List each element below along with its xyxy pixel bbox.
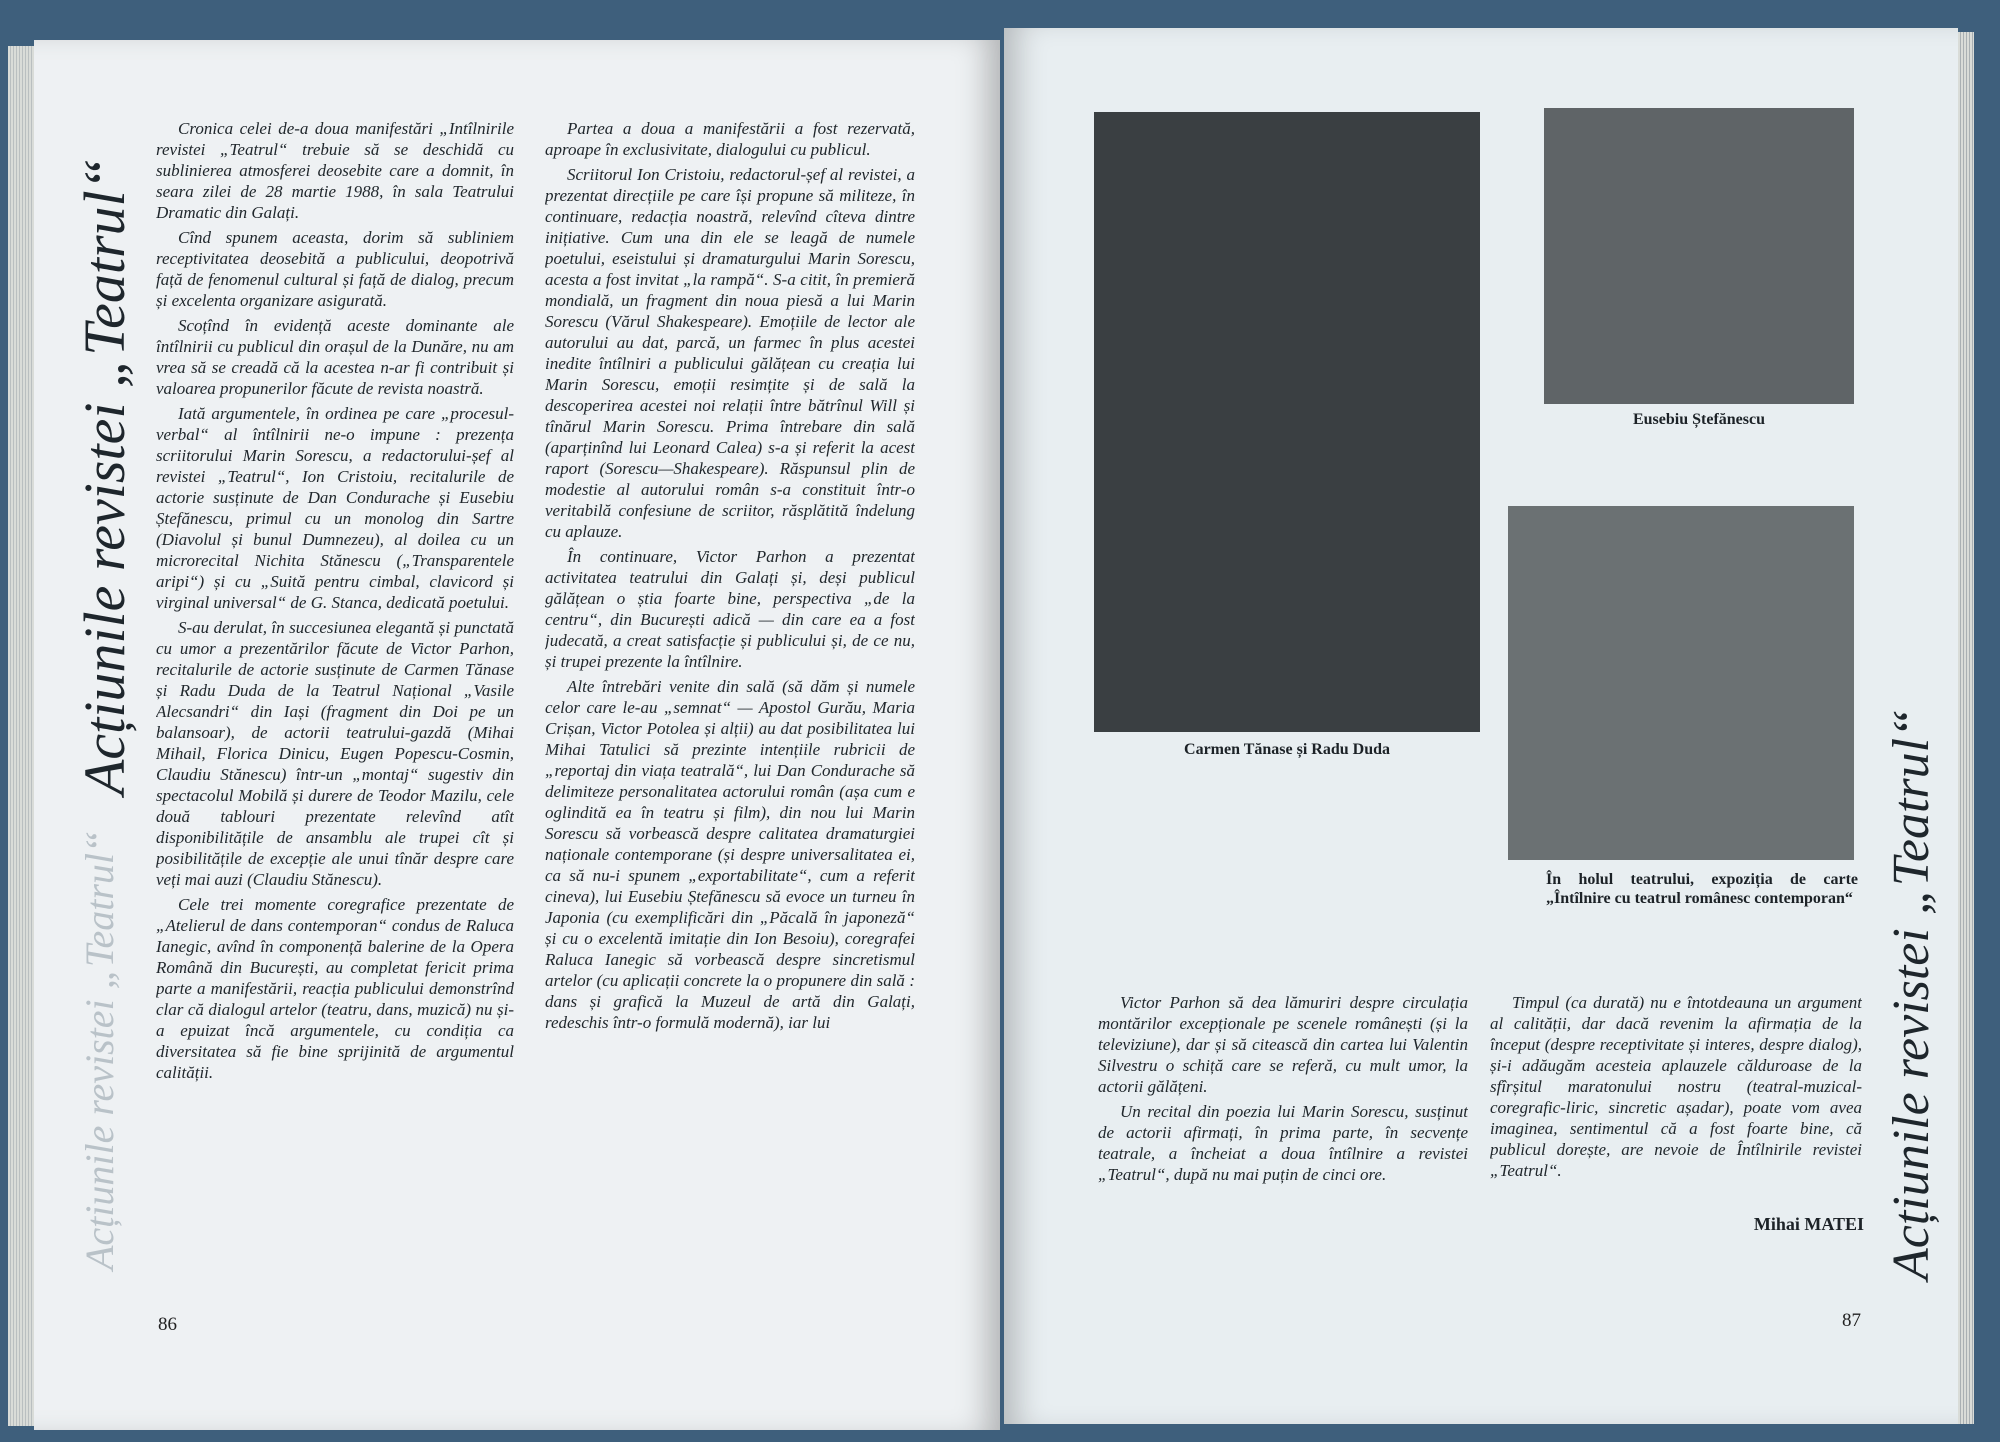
caption-eusebiu: Eusebiu Ștefănescu [1632,411,1766,428]
right-column-1 [1098,992,1468,1242]
left-column-1 [156,118,514,1296]
photo-eusebiu [1544,108,1854,404]
paragraph: S-au derulat, în succesiunea elegantă și punctată cu umor a prezentărilor făcute de Victor Parhon, recitalurile de actorie susținute de Carmen Tănase și Radu Duda de la Teatrul Național „Vasile Alecsandri“ din Iași (fragment din Doi pe un balansoar), de actorii teatrului-gazdă (Mihai Mihail, Florica Dinicu, Eugen Popescu-Cosmin, Claudiu Stănescu) într-un „montaj“ sugestiv din spectacolul Mobilă și durere de Teodor Mazilu, cele două tablouri prezentate relevînd atît disponibilitățile de ansamblu ale trupei cît și posibilitățile de excepție ale unui tînăr despre care veți mai auzi (Claudiu Stănescu). [156,618,514,889]
caption-carmen-radu: Carmen Tănase și Radu Duda [1184,741,1390,758]
paragraph: Timpul (ca durată) nu e întotdeauna un argument al calității, dar dacă revenim la afirmația de la început (despre receptivitate și interes, despre dialog), și-i adăugăm acesteia aplauzele călduroase de la sfîrșitul maratonului nostru (teatral-muzical-coregrafic-liric, sincretic așadar), poate vom avea imaginea, sentimentul că a fost foarte bine, că publicul dorește, are nevoie de Întîlnirile revistei „Teatrul“. [1490,993,1862,1180]
paragraph: Un recital din poezia lui Marin Sorescu, susținut de actorii afirmați, în prima parte, în secvențe teatrale, a încheiat a doua întîlnire a revistei „Teatrul“, după nu mai puțin de cinci ore. [1098,1102,1468,1184]
page-number-right: 87 [1842,1310,1861,1331]
paragraph: Alte întrebări venite din sală (să dăm și numele celor care le-au „semnat“ — Apostol Gurău, Maria Crișan, Victor Potolea și alții) au dat posibilitatea lui Mihai Tatulici să prezinte intențiile rubricii de „reportaj din viața teatrală“, lui Dan Condurache să delimiteze personalitatea actorului român (așa cum e oglindită ea în teatru și film), din nou lui Marin Sorescu să vorbească despre calitatea dramaturgiei naționale contemporane (și despre universalitatea ei, ca să nu-i spunem „exportabilitate“, cum a referit cineva), lui Eusebiu Ștefănescu să evoce un turneu în Japonia (cu exemplificări din „Păcală în japoneză“ și cu o excelentă imitație din Ion Besoiu), coregrafei Raluca Ianegic să vorbească despre sincretismul artelor (cu aplicații concrete la o propunere din sală : dans și grafică la Muzeul de artă din Galați, redeschis într-o formulă modernă), iar lui [545,677,915,1032]
left-ghost-title: Acțiunile revistei „Teatrul“ [77,830,122,1270]
page-number-left: 86 [158,1314,177,1335]
left-column-2 [545,118,915,1296]
paragraph: Iată argumentele, în ordinea pe care „procesul-verbal“ al întîlnirii ne-o impune : prezența scriitorului Marin Sorescu, a redactorului-șef al revistei „Teatrul“, Ion Cristoiu, recitalurile de actorie susținute de Dan Condurache și Eusebiu Ștefănescu, primul cu un monolog din Sartre (Diavolul și bunul Dumnezeu), al doilea cu un microrecital Nichita Stănescu („Transparentele aripi“) și cu „Suită pentru cimbal, clavicord și virginal universal“ de G. Stanca, dedicată poetului. [156,404,514,612]
paragraph: Partea a doua a manifestării a fost rezervată, aproape în exclusivitate, dialogului cu publicul. [545,119,915,159]
paragraph: Cînd spunem aceasta, dorim să subliniem receptivitatea deosebită a publicului, deopotrivă față de fenomenul cultural și față de dialog, precum și excelenta organizare asigurată. [156,228,514,310]
right-vertical-title: Acțiunile revistei „Teatrul“ [1883,708,1940,1280]
paragraph: În continuare, Victor Parhon a prezentat activitatea teatrului din Galați și, deși publicul gălățean o știa foarte bine, perspectiva „de la centru“, din București adică — din care ea a fost judecată, a creat satisfacție și publicului și, de ce nu, și trupei prezente la întîlnire. [545,547,915,671]
photo-theatre-hall [1508,506,1854,860]
photo-carmen-radu [1094,112,1480,732]
paragraph: Scriitorul Ion Cristoiu, redactorul-șef al revistei, a prezentat direcțiile pe care își propune să militeze, în continuare, redacția noastră, relevînd cîteva dintre inițiative. Cum una din ele se leagă de numele poetului, eseistului și dramaturgului Marin Sorescu, acesta a fost invitat „la rampă“. S-a citit, în premieră mondială, un fragment din noua piesă a lui Marin Sorescu (Vărul Shakespeare). Emoțiile de lector ale autorului au dat, parcă, un farmec în plus acestei inedite întîlniri a publicului gălățean cu creația lui Marin Sorescu, emoții resimțite și de sală la descoperirea acestei noi relații între bătrînul Will și tînărul Marin Sorescu. Prima întrebare din sală (aparținînd lui Leonard Calea) s-a și referit la acest raport (Sorescu—Shakespeare). Răspunsul plin de modestie al autorului român s-a constituit într-o veritabilă confesiune de scriitor, răsplătită îndelung cu aplauze. [545,165,915,541]
paragraph: Victor Parhon să dea lămuriri despre circulația montărilor excepționale pe scenele românești (și la televiziune), dar și să citească din cartea lui Valentin Silvestru o schiță care se referă, cu mult umor, la actorii gălățeni. [1098,993,1468,1096]
paragraph: Cronica celei de-a doua manifestări „Intîlnirile revistei „Teatrul“ trebuie să se deschidă cu sublinierea atmosferei deosebite care a domnit, în seara zilei de 28 martie 1988, în sala Teatrului Dramatic din Galați. [156,119,514,222]
paragraph: Scoțînd în evidență aceste dominante ale întîlnirii cu publicul din orașul de la Dunăre, nu am vrea să se creadă că la acestea n-ar fi contribuit și valoarea propunerilor făcute de revista noastră. [156,316,514,398]
right-column-2 [1490,992,1862,1242]
author-signature: Mihai MATEI [1753,1214,1864,1234]
paragraph: Cele trei momente coregrafice prezentate de „Atelierul de dans contemporan“ condus de Raluca Ianegic, avînd în componență balerine de la Opera Română din București, au completat fericit prima parte a manifestării, reacția publicului demonstrînd clar că dialogul artelor (teatru, dans, muzică) nu și-a epuizat încă argumentele, cu condiția ca diversitatea să fie bine sprijinită de argumentul calității. [156,895,514,1082]
left-vertical-title: Acțiunile revistei „Teatrul“ [72,158,137,795]
caption-theatre-hall: În holul teatrului, expoziția de carte „Întîlnire cu teatrul românesc contemporan“ [1546,871,1858,907]
